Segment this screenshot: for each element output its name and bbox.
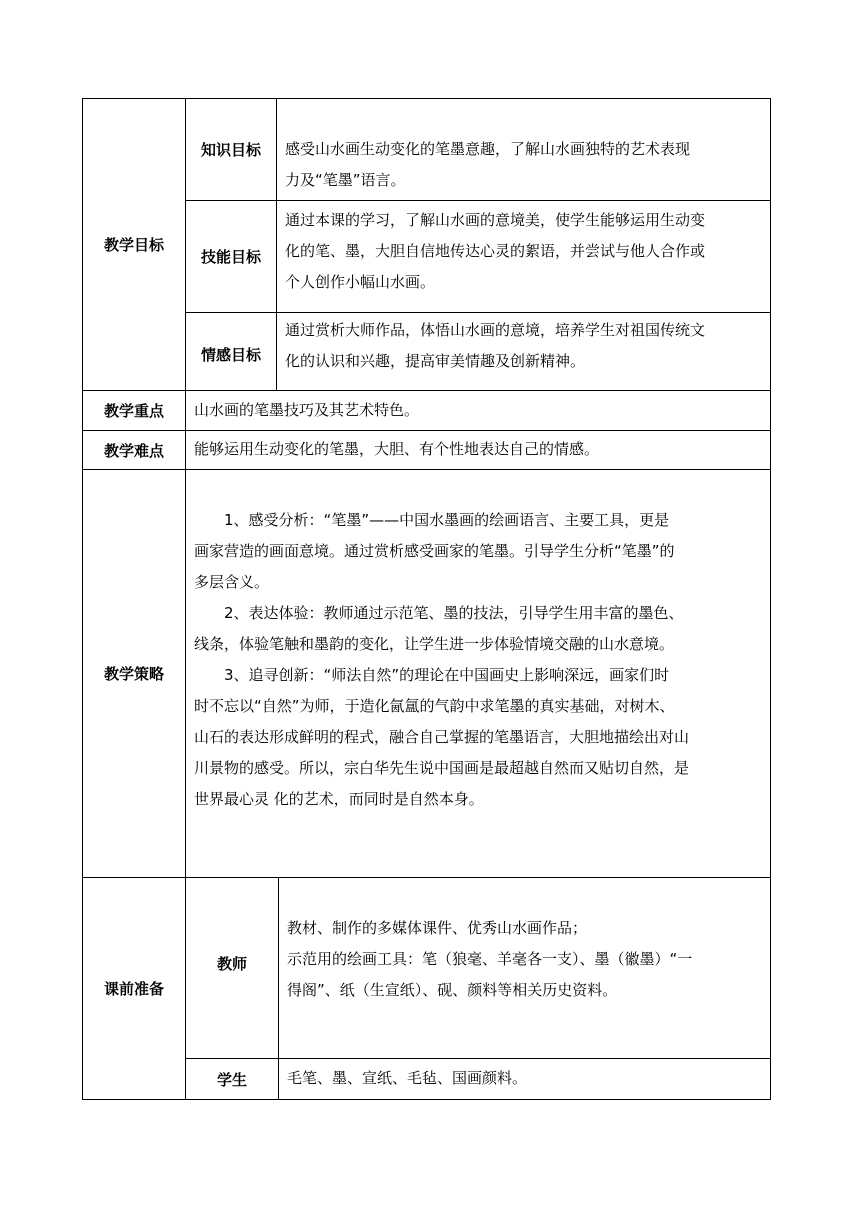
strategy-line: 时不忘以“自然”为师，于造化氤氲的气韵中求笔墨的真实基础，对树木、	[194, 697, 675, 715]
text-line: 个人创作小幅山水画。	[285, 273, 436, 291]
knowledge-objective-label: 知识目标	[200, 141, 261, 159]
strategy-text	[194, 505, 766, 815]
difficulties-text: 能够运用生动变化的笔墨，大胆、有个性地表达自己的情感。	[194, 440, 600, 458]
difficulties-label: 教学难点	[103, 441, 164, 460]
text-line: 教材、制作的多媒体课件、优秀山水画作品；	[287, 919, 588, 937]
teacher-materials-text	[287, 913, 769, 1006]
strategy-line: 川景物的感受。所以，宗白华先生说中国画是最超越自然而又贴切自然，是	[194, 759, 690, 777]
strategy-line: 山石的表达形成鲜明的程式，融合自己掌握的笔墨语言，大胆地描绘出对山	[194, 728, 690, 746]
strategy-line: 3、追寻创新：“师法自然”的理论在中国画史上影响深远，画家们时	[224, 666, 670, 684]
knowledge-objective-text	[285, 134, 769, 196]
text-line: 化的认识和兴趣，提高审美情趣及创新精神。	[285, 352, 586, 370]
strategy-line: 画家营造的画面意境。通过赏析感受画家的笔墨。引导学生分析“笔墨”的	[194, 542, 675, 560]
skill-objective-label: 技能目标	[200, 248, 261, 266]
text-line: 得阁”、纸（生宣纸）、砚、颜料等相关历史资料。	[287, 981, 618, 999]
student-materials-text: 毛笔、墨、宣纸、毛毡、国画颜料。	[287, 1069, 528, 1087]
strategy-line: 世界最心灵 化的艺术，而同时是自然本身。	[194, 790, 484, 808]
text-line: 通过本课的学习，了解山水画的意境美，使学生能够运用生动变	[285, 211, 706, 229]
row-divider	[82, 390, 771, 391]
text-line: 化的笔、墨，大胆自信地传达心灵的絮语，并尝试与他人合作或	[285, 242, 706, 260]
text-line: 力及“笔墨”语言。	[285, 171, 406, 189]
emotion-objective-text	[285, 315, 769, 377]
strategy-line: 多层含义。	[194, 573, 270, 591]
text-line: 示范用的绘画工具：笔（狼毫、羊毫各一支）、墨（徽墨）“一	[287, 950, 693, 968]
strategy-label: 教学策略	[103, 665, 164, 683]
row-divider	[82, 430, 771, 431]
skill-objective-text	[285, 205, 769, 298]
table-border-right	[770, 98, 771, 1100]
strategy-line: 线条，体验笔触和墨韵的变化，让学生进一步体验情境交融的山水意境。	[194, 635, 675, 653]
text-line: 通过赏析大师作品，体悟山水画的意境，培养学生对祖国传统文	[285, 321, 706, 339]
strategy-line: 1、感受分析：“笔墨”——中国水墨画的绘画语言、主要工具，更是	[224, 511, 670, 529]
column-divider	[278, 877, 279, 1100]
key-points-text: 山水画的笔墨技巧及其艺术特色。	[194, 401, 420, 419]
teacher-label: 教师	[216, 954, 247, 973]
student-label: 学生	[216, 1070, 247, 1089]
column-divider	[276, 98, 277, 390]
key-points-label: 教学重点	[103, 402, 164, 420]
strategy-line: 2、表达体验：教师通过示范笔、墨的技法，引导学生用丰富的墨色、	[224, 604, 684, 622]
preparation-label: 课前准备	[103, 980, 164, 998]
row-divider	[82, 469, 771, 470]
emotion-objective-label: 情感目标	[200, 345, 261, 364]
objectives-label: 教学目标	[103, 236, 164, 254]
text-line: 感受山水画生动变化的笔墨意趣，了解山水画独特的艺术表现	[285, 140, 691, 158]
